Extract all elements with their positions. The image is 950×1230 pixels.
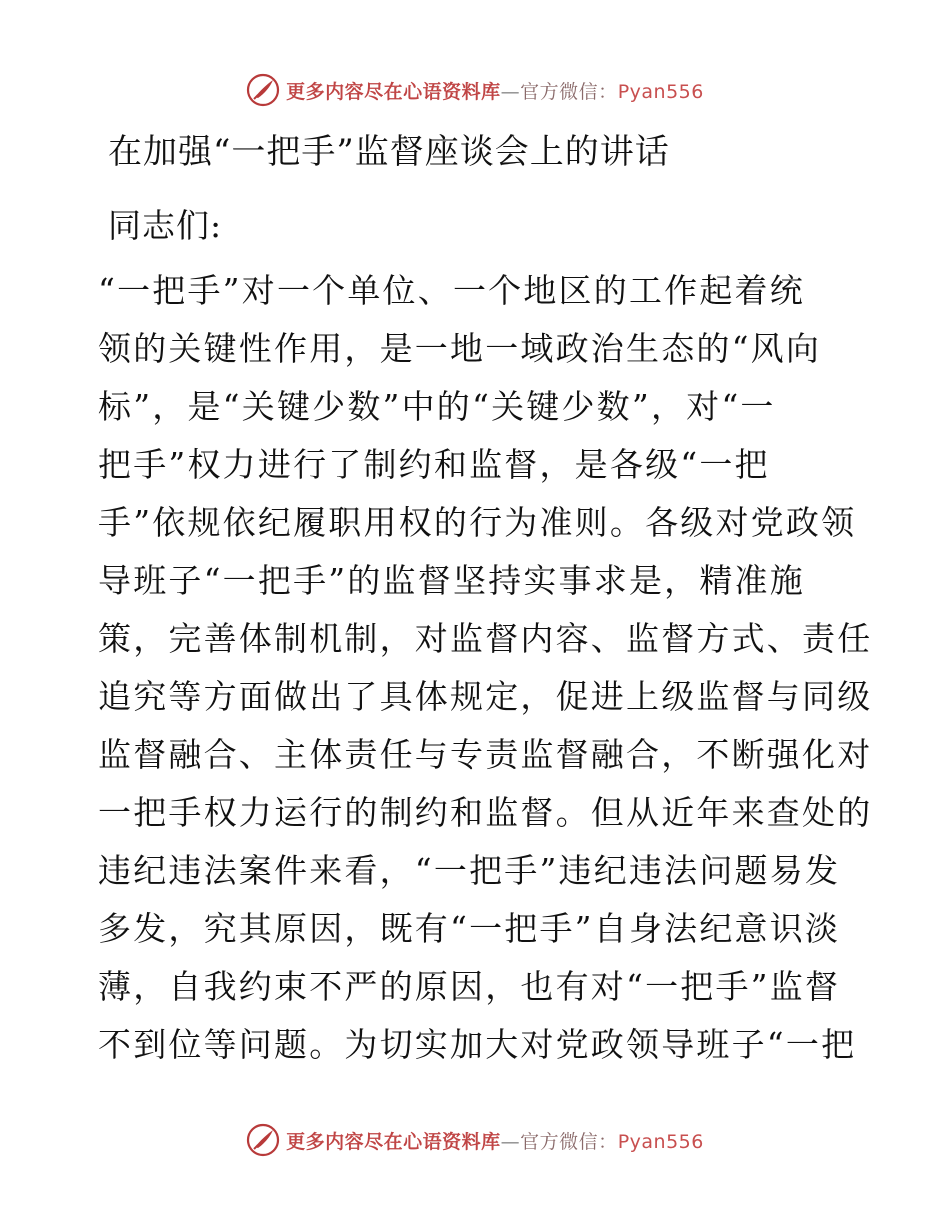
body-line: 追究等方面做出了具体规定，促进上级监督与同级	[98, 677, 873, 716]
watermark-sub: 官方微信：	[520, 80, 618, 103]
body-line: 手”依规依纪履职用权的行为准则。各级对党政领	[98, 503, 857, 542]
watermark-dash: —	[500, 1130, 521, 1153]
quill-seal-icon	[246, 1123, 280, 1157]
body-line: 领的关键性作用，是一地一域政治生态的“风向	[98, 329, 822, 368]
quill-seal-icon	[246, 73, 280, 107]
body-text	[98, 262, 873, 1074]
watermark-group	[246, 73, 704, 107]
watermark-group	[246, 1123, 704, 1157]
watermark-wechat: Pyan556	[617, 80, 704, 103]
body-line: 一把手权力运行的制约和监督。但从近年来查处的	[98, 793, 873, 832]
salutation: 同志们:	[108, 206, 223, 245]
page-title: 在加强“一把手”监督座谈会上的讲话	[108, 132, 670, 172]
watermark-sub: 官方微信：	[520, 1130, 618, 1153]
watermark-text	[286, 77, 704, 104]
body-line: 不到位等问题。为切实加大对党政领导班子“一把	[98, 1025, 857, 1064]
watermark-dash: —	[500, 80, 521, 103]
watermark-main: 更多内容尽在心语资料库	[286, 80, 501, 103]
body-line: 标”，是“关键少数”中的“关键少数”，对“一	[98, 387, 776, 426]
body-line: “一把手”对一个单位、一个地区的工作起着统	[98, 271, 805, 310]
watermark-wechat: Pyan556	[617, 1130, 704, 1153]
body-line: 导班子“一把手”的监督坚持实事求是，精准施	[98, 561, 805, 600]
watermark-main: 更多内容尽在心语资料库	[286, 1130, 501, 1153]
watermark-text	[286, 1127, 704, 1154]
body-line: 把手”权力进行了制约和监督，是各级“一把	[98, 445, 770, 484]
body-line: 违纪违法案件来看，“一把手”违纪违法问题易发	[98, 851, 841, 890]
body-line: 薄，自我约束不严的原因，也有对“一把手”监督	[98, 967, 841, 1006]
body-line: 策，完善体制机制，对监督内容、监督方式、责任	[98, 619, 873, 658]
body-line: 监督融合、主体责任与专责监督融合，不断强化对	[98, 735, 873, 774]
header-watermark	[0, 70, 950, 110]
body-line: 多发，究其原因，既有“一把手”自身法纪意识淡	[98, 909, 841, 948]
footer-watermark	[0, 1120, 950, 1160]
